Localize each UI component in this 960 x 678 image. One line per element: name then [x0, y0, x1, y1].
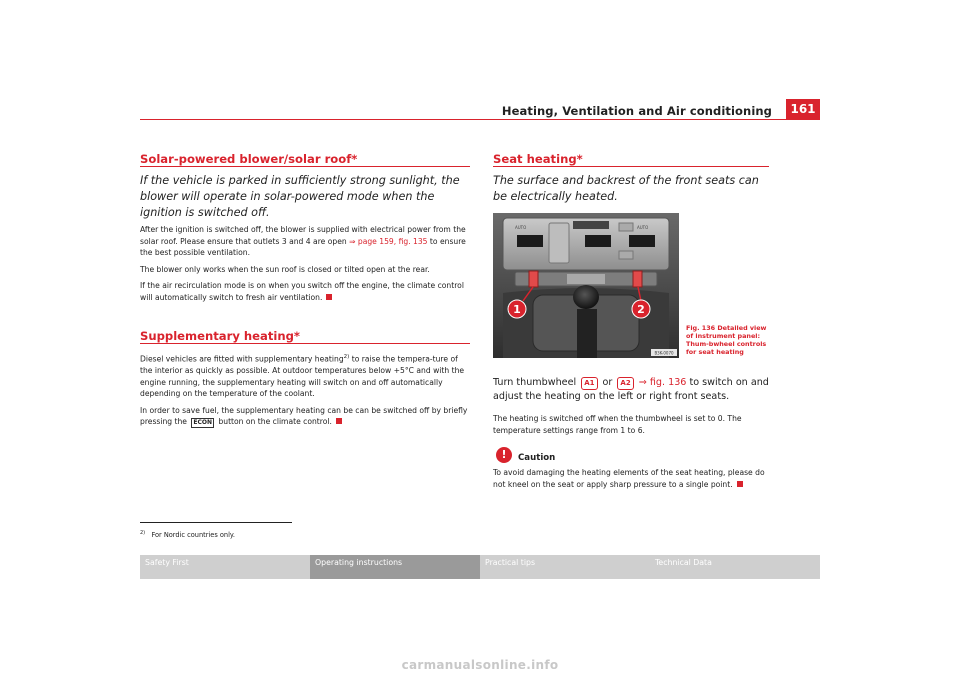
body-solar	[140, 224, 472, 308]
footer-tab-operating-instructions[interactable]: Operating instructions	[310, 555, 480, 579]
figure-seat-heating-controls	[493, 213, 679, 358]
body-supplementary	[140, 352, 472, 433]
end-mark-icon	[336, 418, 342, 424]
heading-seat-heating: Seat heating*	[493, 152, 583, 166]
paragraph: The blower only works when the sun roof is closed or tilted open at the rear.	[140, 264, 430, 274]
text: Turn thumbwheel	[493, 377, 580, 388]
text: to switch on and adjust the heating on the left or right front seats.	[493, 377, 769, 402]
footnote-mark: 2)	[140, 530, 146, 536]
thumbwheel-key: A1	[581, 377, 597, 390]
caution-text	[493, 467, 775, 490]
instruction-seat	[493, 376, 778, 403]
footnote-ref[interactable]: 2)	[343, 354, 350, 360]
heading-rule	[493, 166, 769, 167]
thumbwheel-key: A2	[617, 377, 633, 390]
dashboard-illustration	[493, 213, 679, 358]
text: to raise the tempera-ture of the interior as quickly as possible. At outdoor temperatures below +5°C and with the engine running, the supplementary heating will switch on and off automatically depending on the temperature of the coolant.	[140, 354, 465, 399]
text: In order to save fuel, the supplementary heating can be can be switched off by briefly pressing the	[140, 405, 468, 427]
heading-solar-blower: Solar-powered blower/solar roof*	[140, 152, 358, 166]
figure-caption: Fig. 136 Detailed view of instrument panel: Thum-bwheel controls for seat heating	[686, 324, 767, 356]
text: After the ignition is switched off, the blower is supplied with electrical power from the solar roof. Please ensure that outlets 3 and 4 are open	[140, 225, 466, 246]
paragraph	[140, 352, 472, 400]
heading-rule	[140, 166, 470, 167]
paragraph	[140, 224, 472, 259]
text: Diesel vehicles are fitted with supplementary heating	[140, 354, 344, 364]
footer-tab-technical-data[interactable]: Technical Data	[650, 555, 820, 579]
header-rule	[140, 119, 820, 120]
end-mark-icon	[737, 481, 743, 487]
page-link[interactable]: ⇒ page 159, fig. 135	[349, 236, 428, 246]
footnote-text: For Nordic countries only.	[151, 531, 235, 540]
footnote	[140, 530, 235, 539]
text: to ensure the best possible ventilation.	[140, 236, 466, 257]
figure-link[interactable]: ⇒ fig. 136	[635, 377, 687, 388]
intro-seat: The surface and backrest of the front seats can be electrically heated.	[493, 174, 759, 203]
caution-title: Caution	[518, 453, 556, 463]
footnote-rule	[140, 522, 292, 523]
heading-rule	[140, 343, 470, 344]
text: To avoid damaging the heating elements of the seat heating, please do not kneel on the seat or apply sharp pressure to a single point.	[493, 468, 765, 489]
paragraph	[140, 280, 472, 303]
intro-solar: If the vehicle is parked in sufficiently strong sunlight, the blower will operate in solar-powered mode when the ignition is switched off.	[140, 174, 460, 219]
text: button on the climate control.	[216, 417, 332, 427]
end-mark-icon	[326, 294, 332, 300]
heading-supplementary-heating: Supplementary heating*	[140, 329, 300, 343]
paragraph	[140, 405, 472, 429]
watermark: carmanualsonline.info	[401, 658, 559, 672]
page-number: 161	[786, 99, 820, 119]
running-header-title: Heating, Ventilation and Air conditioning	[501, 104, 772, 118]
caution-icon: !	[496, 447, 512, 463]
text: or	[599, 377, 616, 388]
auto-label: AUTO	[515, 225, 527, 230]
footer-tab-practical-tips[interactable]: Practical tips	[480, 555, 650, 579]
auto-label: AUTO	[637, 225, 649, 230]
body-seat: The heating is switched off when the thumbwheel is set to 0. The temperature settings range from 1 to 6.	[493, 414, 742, 435]
text: If the air recirculation mode is on when you switch off the engine, the climate control will automatically switch to fresh air ventilation.	[140, 281, 464, 302]
footer-tab-safety-first[interactable]: Safety First	[140, 555, 310, 579]
figure-code: B3K-0070	[654, 350, 674, 356]
callout-1: 1	[513, 303, 521, 316]
econ-key-icon: ECON	[193, 419, 213, 427]
callout-2: 2	[637, 303, 645, 316]
